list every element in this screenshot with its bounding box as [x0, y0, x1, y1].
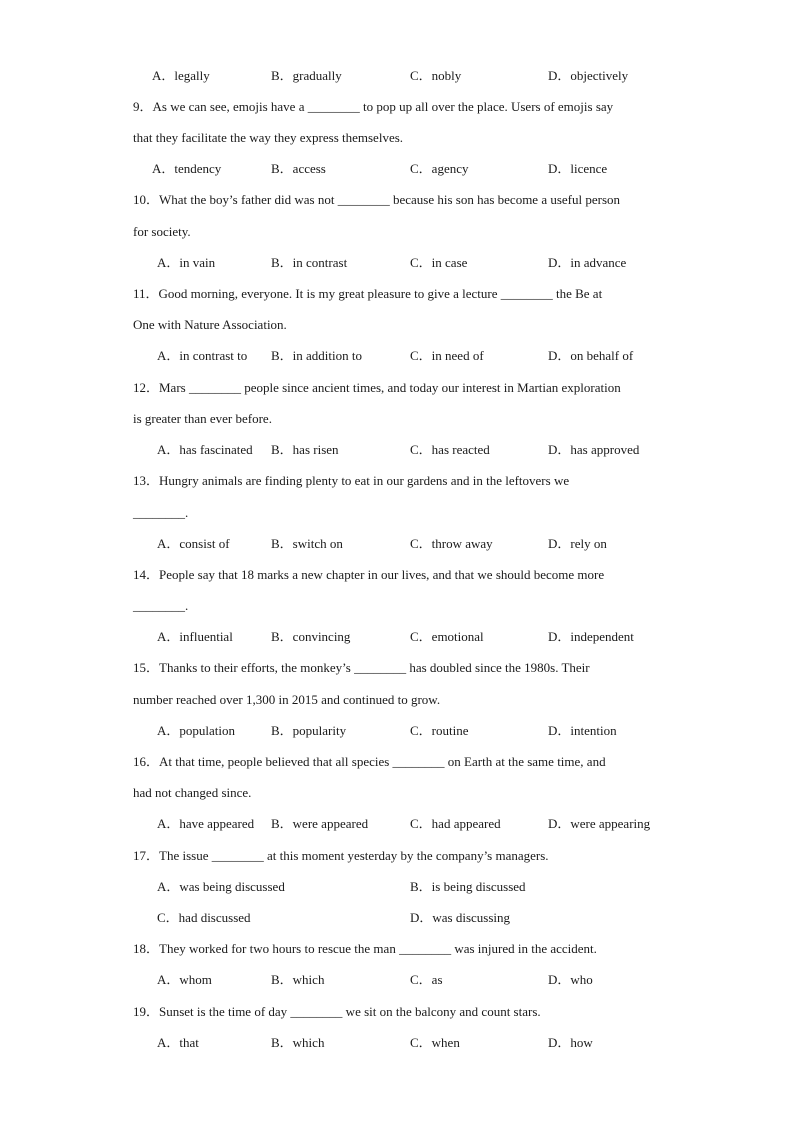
option-d: D．was discussing: [410, 910, 511, 925]
option-a: A．was being discussed: [157, 879, 285, 894]
question-stem-line: 13．Hungry animals are finding plenty to eat in our gardens and in the leftovers we: [133, 473, 570, 488]
option-a: A．tendency: [152, 161, 222, 176]
option-b: B．were appeared: [271, 816, 369, 831]
question-stem-line: 19．Sunset is the time of day ________ we sit on the balcony and count stars.: [133, 1004, 541, 1019]
question-stem-line: 10．What the boy’s father did was not ________ because his son has become a useful person: [133, 192, 621, 207]
question-stem-line: 16．At that time, people believed that all species ________ on Earth at the same time, and: [133, 754, 606, 769]
option-a: A．population: [157, 723, 235, 738]
option-c: C．has reacted: [410, 442, 490, 457]
option-a: A．that: [157, 1035, 199, 1050]
option-d: D．objectively: [548, 68, 629, 83]
question-stem-line: 12．Mars ________ people since ancient times, and today our interest in Martian exploration: [133, 380, 621, 395]
option-d: D．were appearing: [548, 816, 651, 831]
option-b: B．switch on: [271, 536, 343, 551]
option-d: D．on behalf of: [548, 348, 634, 363]
option-c: C．had discussed: [157, 910, 251, 925]
option-a: A．legally: [152, 68, 210, 83]
question-stem-line: is greater than ever before.: [133, 411, 272, 426]
option-a: A．has fascinated: [157, 442, 253, 457]
question-stem-line: One with Nature Association.: [133, 317, 287, 332]
option-d: D．independent: [548, 629, 634, 644]
question-stem-line: had not changed since.: [133, 785, 252, 800]
option-b: B．in contrast: [271, 255, 348, 270]
option-c: C．had appeared: [410, 816, 501, 831]
option-c: C．agency: [410, 161, 469, 176]
option-b: B．which: [271, 972, 325, 987]
option-c: C．nobly: [410, 68, 462, 83]
question-stem-line: number reached over 1,300 in 2015 and continued to grow.: [133, 692, 441, 707]
option-b: B．has risen: [271, 442, 339, 457]
option-d: D．intention: [548, 723, 617, 738]
question-stem-line: 15．Thanks to their efforts, the monkey’s ________ has doubled since the 1980s. Their: [133, 660, 590, 675]
option-a: A．consist of: [157, 536, 230, 551]
option-b: B．popularity: [271, 723, 347, 738]
option-b: B．convincing: [271, 629, 351, 644]
option-b: B．which: [271, 1035, 325, 1050]
option-a: A．have appeared: [157, 816, 255, 831]
option-d: D．has approved: [548, 442, 640, 457]
question-stem-line: 11．Good morning, everyone. It is my great pleasure to give a lecture ________ the Be at: [133, 286, 603, 301]
question-stem-line: 18．They worked for two hours to rescue the man ________ was injured in the accident.: [133, 941, 597, 956]
option-c: C．in case: [410, 255, 468, 270]
option-c: C．emotional: [410, 629, 484, 644]
question-stem-line: that they facilitate the way they express themselves.: [133, 130, 404, 145]
question-stem-line: 9．As we can see, emojis have a ________ to pop up all over the place. Users of emojis say: [133, 99, 614, 114]
option-d: D．in advance: [548, 255, 627, 270]
option-a: A．in vain: [157, 255, 216, 270]
question-stem-line: for society.: [133, 224, 191, 239]
question-stem-line: 17．The issue ________ at this moment yesterday by the company’s managers.: [133, 848, 549, 863]
option-c: C．throw away: [410, 536, 493, 551]
option-a: A．influential: [157, 629, 233, 644]
option-d: D．who: [548, 972, 593, 987]
question-stem-line: ________.: [133, 505, 189, 520]
option-c: C．routine: [410, 723, 469, 738]
option-a: A．in contrast to: [157, 348, 248, 363]
option-d: D．licence: [548, 161, 608, 176]
option-b: B．gradually: [271, 68, 342, 83]
option-b: B．in addition to: [271, 348, 363, 363]
option-c: C．when: [410, 1035, 460, 1050]
option-d: D．rely on: [548, 536, 607, 551]
option-b: B．access: [271, 161, 326, 176]
option-c: C．in need of: [410, 348, 484, 363]
option-c: C．as: [410, 972, 443, 987]
option-b: B．is being discussed: [410, 879, 526, 894]
option-d: D．how: [548, 1035, 593, 1050]
option-a: A．whom: [157, 972, 212, 987]
question-stem-line: 14．People say that 18 marks a new chapter in our lives, and that we should become more: [133, 567, 605, 582]
question-stem-line: ________.: [133, 598, 189, 613]
